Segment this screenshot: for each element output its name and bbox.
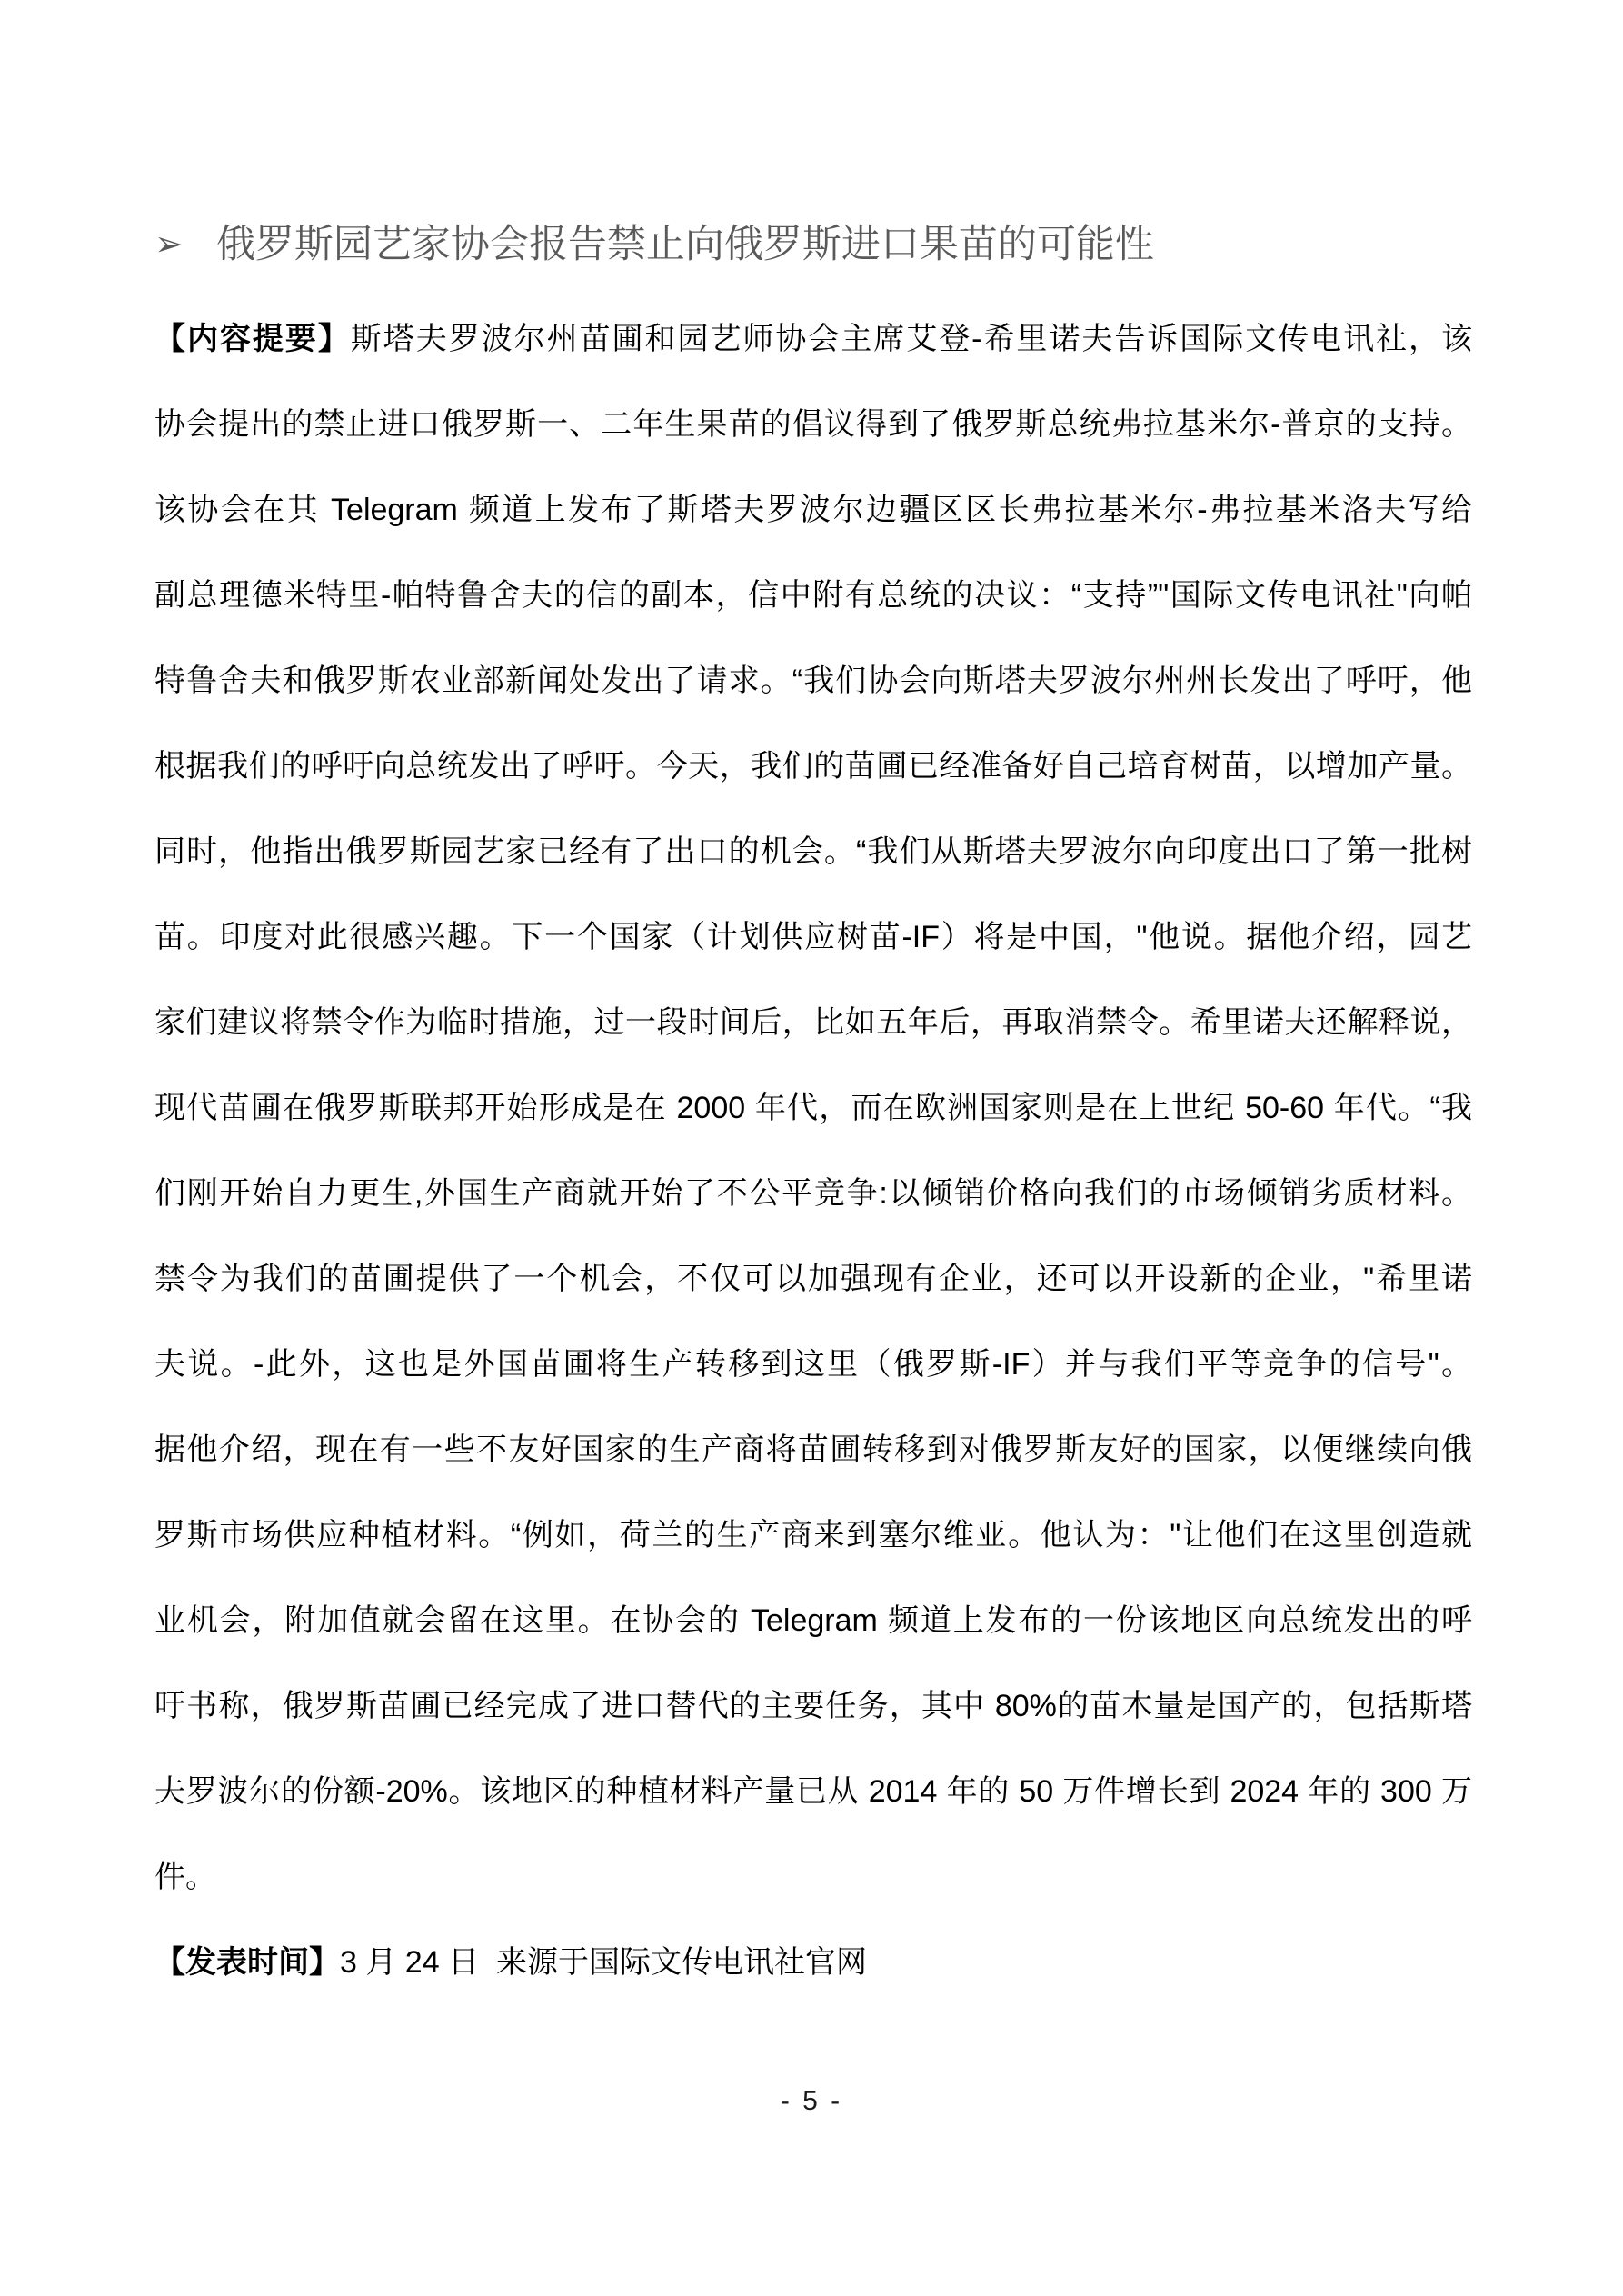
paragraph-line: 家们建议将禁令作为临时措施，过一段时间后，比如五年后，再取消禁令。希里诺夫还解释说，: [154, 1005, 1472, 1040]
paragraph-text: 斯塔夫罗波尔州苗圃和园艺师协会主席艾登-希里诺夫告诉国际文传电讯社，该: [350, 322, 1472, 356]
paragraph-line: 副总理德米特里-帕特鲁舍夫的信的副本，信中附有总统的决议：“支持”"国际文传电讯社"向帕: [154, 578, 1472, 613]
paragraph-line: 现代苗圃在俄罗斯联邦开始形成是在 2000 年代，而在欧洲国家则是在上世纪 50-60 年代。“我: [154, 1091, 1472, 1125]
paragraph-line: 苗。印度对此很感兴趣。下一个国家（计划供应树苗-IF）将是中国，"他说。据他介绍，园艺: [154, 920, 1472, 954]
paragraph-line: 业机会，附加值就会留在这里。在协会的 Telegram 频道上发布的一份该地区向总统发出的呼: [154, 1603, 1472, 1638]
section-heading: [154, 216, 1472, 275]
arrow-bullet-icon: ➢: [154, 225, 184, 264]
publish-label: 【发表时间】: [154, 1945, 340, 1980]
paragraph-line: 特鲁舍夫和俄罗斯农业部新闻处发出了请求。“我们协会向斯塔夫罗波尔州州长发出了呼吁，他: [154, 664, 1472, 698]
section-heading-text: 俄罗斯园艺家协会报告禁止向俄罗斯进口果苗的可能性: [215, 223, 1154, 266]
paragraph-line: 吁书称，俄罗斯苗圃已经完成了进口替代的主要任务，其中 80%的苗木量是国产的，包括斯塔: [154, 1689, 1472, 1723]
publish-text: 3 月 24 日 来源于国际文传电讯社官网: [340, 1945, 867, 1980]
paragraph-line: 禁令为我们的苗圃提供了一个机会，不仅可以加强现有企业，还可以开设新的企业，"希里诺: [154, 1262, 1472, 1296]
page-number: - 5 -: [780, 2086, 843, 2116]
paragraph-line: 夫罗波尔的份额-20%。该地区的种植材料产量已从 2014 年的 50 万件增长到 2024 年的 300 万: [154, 1774, 1472, 1809]
summary-label: 【内容提要】: [154, 322, 351, 356]
paragraph-line: 根据我们的呼吁向总统发出了呼吁。今天，我们的苗圃已经准备好自己培育树苗，以增加产量。: [154, 749, 1472, 784]
paragraph-line: 协会提出的禁止进口俄罗斯一、二年生果苗的倡议得到了俄罗斯总统弗拉基米尔-普京的支持。: [154, 407, 1472, 442]
publish-line: [154, 1920, 1472, 2005]
paragraph-line: [154, 296, 1472, 382]
paragraph-line: 据他介绍，现在有一些不友好国家的生产商将苗圃转移到对俄罗斯友好的国家，以便继续向俄: [154, 1433, 1472, 1467]
page-content: [154, 216, 1472, 2005]
summary-paragraph: [154, 296, 1472, 2005]
paragraph-line: 们刚开始自力更生,外国生产商就开始了不公平竞争:以倾销价格向我们的市场倾销劣质材料。: [154, 1176, 1472, 1211]
paragraph-line: 罗斯市场供应种植材料。“例如，荷兰的生产商来到塞尔维亚。他认为："让他们在这里创造就: [154, 1518, 1472, 1552]
paragraph-line: 夫说。-此外，这也是外国苗圃将生产转移到这里（俄罗斯-IF）并与我们平等竞争的信号"。: [154, 1347, 1472, 1382]
paragraph-line: 同时，他指出俄罗斯园艺家已经有了出口的机会。“我们从斯塔夫罗波尔向印度出口了第一批树: [154, 834, 1472, 869]
paragraph-last-line: 件。: [154, 1860, 216, 1894]
paragraph-line: 该协会在其 Telegram 频道上发布了斯塔夫罗波尔边疆区区长弗拉基米尔-弗拉基米洛夫写给: [154, 493, 1472, 527]
